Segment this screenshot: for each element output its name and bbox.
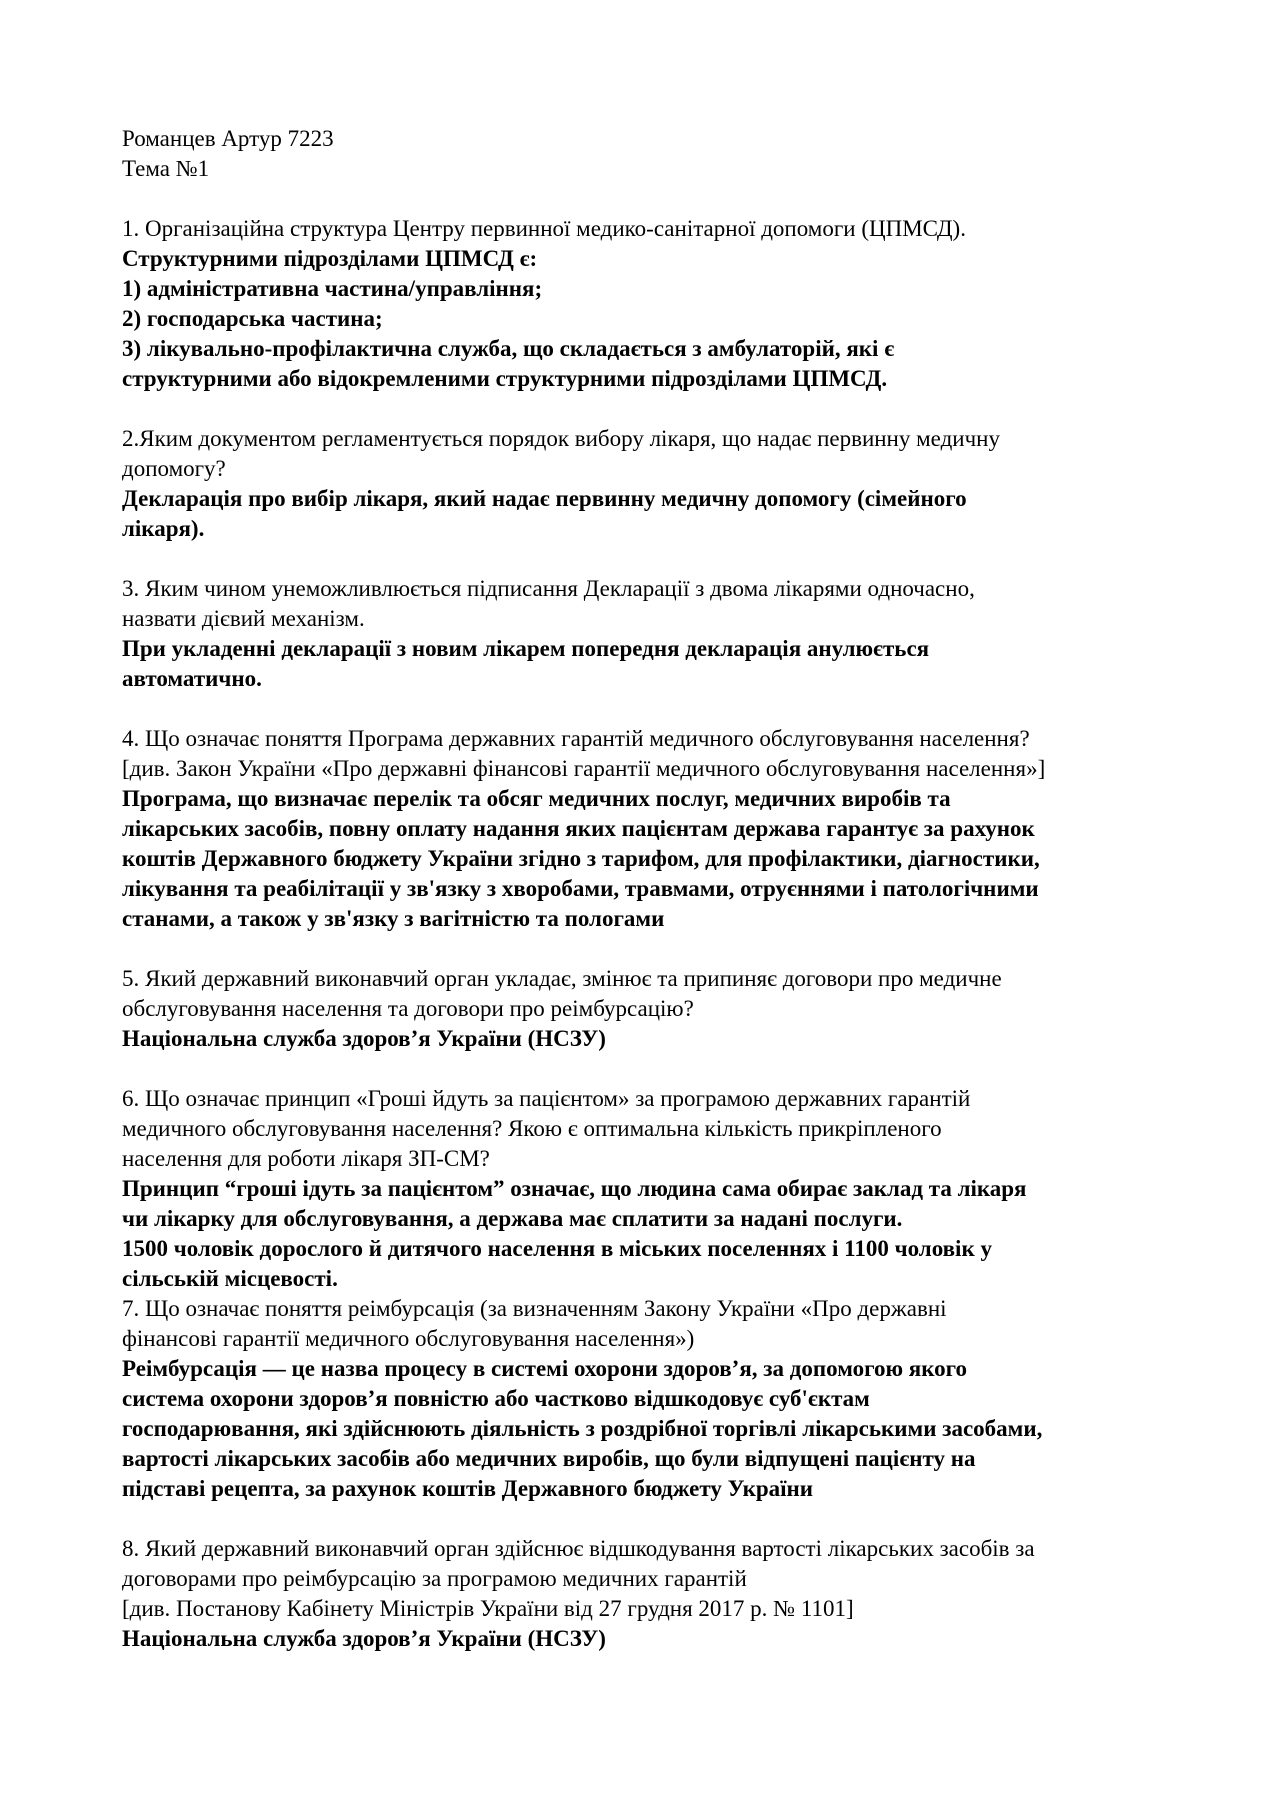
answer-text: лікарських засобів, повну оплату надання яких пацієнтам держава гарантує за рахунок: [122, 816, 1035, 841]
answer-text: Програма, що визначає перелік та обсяг медичних послуг, медичних виробів та: [122, 786, 951, 811]
question-text: 2.Яким документом регламентується порядок вибору лікаря, що надає первинну медичну: [122, 426, 1000, 451]
answer-text: Національна служба здоров’я України (НСЗУ): [122, 1026, 606, 1051]
answer-text: Структурними підрозділами ЦПМСД є:: [122, 246, 538, 271]
question-block-4: [122, 724, 1182, 934]
question-text: обслуговування населення та договори про реімбурсацію?: [122, 996, 694, 1021]
spacer: [122, 544, 1182, 574]
answer-text: вартості лікарських засобів або медичних виробів, що були відпущені пацієнту на: [122, 1446, 976, 1471]
question-text: 1. Організаційна структура Центру первинної медико-санітарної допомоги (ЦПМСД).: [122, 216, 966, 241]
question-block-3: [122, 574, 1182, 694]
answer-text: чи лікарку для обслуговування, а держава має сплатити за надані послуги.: [122, 1206, 903, 1231]
answer-text: система охорони здоров’я повністю або частково відшкодовує суб'єктам: [122, 1386, 870, 1411]
spacer: [122, 1504, 1182, 1534]
answer-text: лікування та реабілітації у зв'язку з хворобами, травмами, отруєннями і патологічними: [122, 876, 1039, 901]
spacer: [122, 184, 1182, 214]
spacer: [122, 694, 1182, 724]
answer-text: Реімбурсація — це назва процесу в системі охорони здоров’я, за допомогою якого: [122, 1356, 968, 1381]
answer-text: лікаря).: [122, 516, 205, 541]
question-block-8: [122, 1534, 1182, 1654]
question-text: 8. Який державний виконавчий орган здійснює відшкодування вартості лікарських засобів за: [122, 1536, 1035, 1561]
answer-text: 2) господарська частина;: [122, 306, 383, 331]
question-text: [див. Закон України «Про державні фінансові гарантії медичного обслуговування населення»]: [122, 756, 1046, 781]
question-block-6: [122, 1084, 1182, 1294]
answer-text: автоматично.: [122, 666, 262, 691]
question-text: медичного обслуговування населення? Якою є оптимальна кількість прикріпленого: [122, 1116, 942, 1141]
question-text: договорами про реімбурсацію за програмою медичних гарантій: [122, 1566, 747, 1591]
spacer: [122, 934, 1182, 964]
document-body: [122, 124, 1182, 1654]
answer-text: Національна служба здоров’я України (НСЗУ): [122, 1626, 606, 1651]
spacer: [122, 1054, 1182, 1084]
question-text: допомогу?: [122, 456, 226, 481]
question-text: 7. Що означає поняття реімбурсація (за визначенням Закону України «Про державні: [122, 1296, 947, 1321]
answer-text: Декларація про вибір лікаря, який надає первинну медичну допомогу (сімейного: [122, 486, 967, 511]
question-block-1: [122, 214, 1182, 394]
author-line: Романцев Артур 7223: [122, 126, 334, 151]
answer-text: При укладенні декларації з новим лікарем попередня декларація анулюється: [122, 636, 930, 661]
topic-line: Тема №1: [122, 156, 210, 181]
answer-text: структурними або відокремленими структурними підрозділами ЦПМСД.: [122, 366, 888, 391]
question-text: 4. Що означає поняття Програма державних гарантій медичного обслуговування населення?: [122, 726, 1030, 751]
question-text: 5. Який державний виконавчий орган укладає, змінює та припиняє договори про медичне: [122, 966, 1002, 991]
question-text: назвати дієвий механізм.: [122, 606, 365, 631]
question-text: фінансові гарантії медичного обслуговування населення»): [122, 1326, 695, 1351]
question-block-5: [122, 964, 1182, 1054]
answer-text: 3) лікувально-профілактична служба, що складається з амбулаторій, які є: [122, 336, 895, 361]
question-block-2: [122, 424, 1182, 544]
answer-text: підставі рецепта, за рахунок коштів Державного бюджету України: [122, 1476, 814, 1501]
answer-text: 1500 чоловік дорослого й дитячого населення в міських поселеннях і 1100 чоловік у: [122, 1236, 992, 1261]
question-text: 6. Що означає принцип «Гроші йдуть за пацієнтом» за програмою державних гарантій: [122, 1086, 971, 1111]
answer-text: Принцип “гроші ідуть за пацієнтом” означає, що людина сама обирає заклад та лікаря: [122, 1176, 1027, 1201]
answer-text: сільській місцевості.: [122, 1266, 338, 1291]
answer-text: господарювання, які здійснюють діяльність з роздрібної торгівлі лікарськими засобами,: [122, 1416, 1043, 1441]
answer-text: 1) адміністративна частина/управління;: [122, 276, 543, 301]
question-text: населення для роботи лікаря ЗП-СМ?: [122, 1146, 490, 1171]
question-text: [див. Постанову Кабінету Міністрів України від 27 грудня 2017 р. № 1101]: [122, 1596, 854, 1621]
answer-text: коштів Державного бюджету України згідно з тарифом, для профілактики, діагностики,: [122, 846, 1040, 871]
question-text: 3. Яким чином унеможливлюється підписання Декларації з двома лікарями одночасно,: [122, 576, 975, 601]
answer-text: станами, а також у зв'язку з вагітністю та пологами: [122, 906, 665, 931]
question-block-7: [122, 1294, 1182, 1504]
spacer: [122, 394, 1182, 424]
